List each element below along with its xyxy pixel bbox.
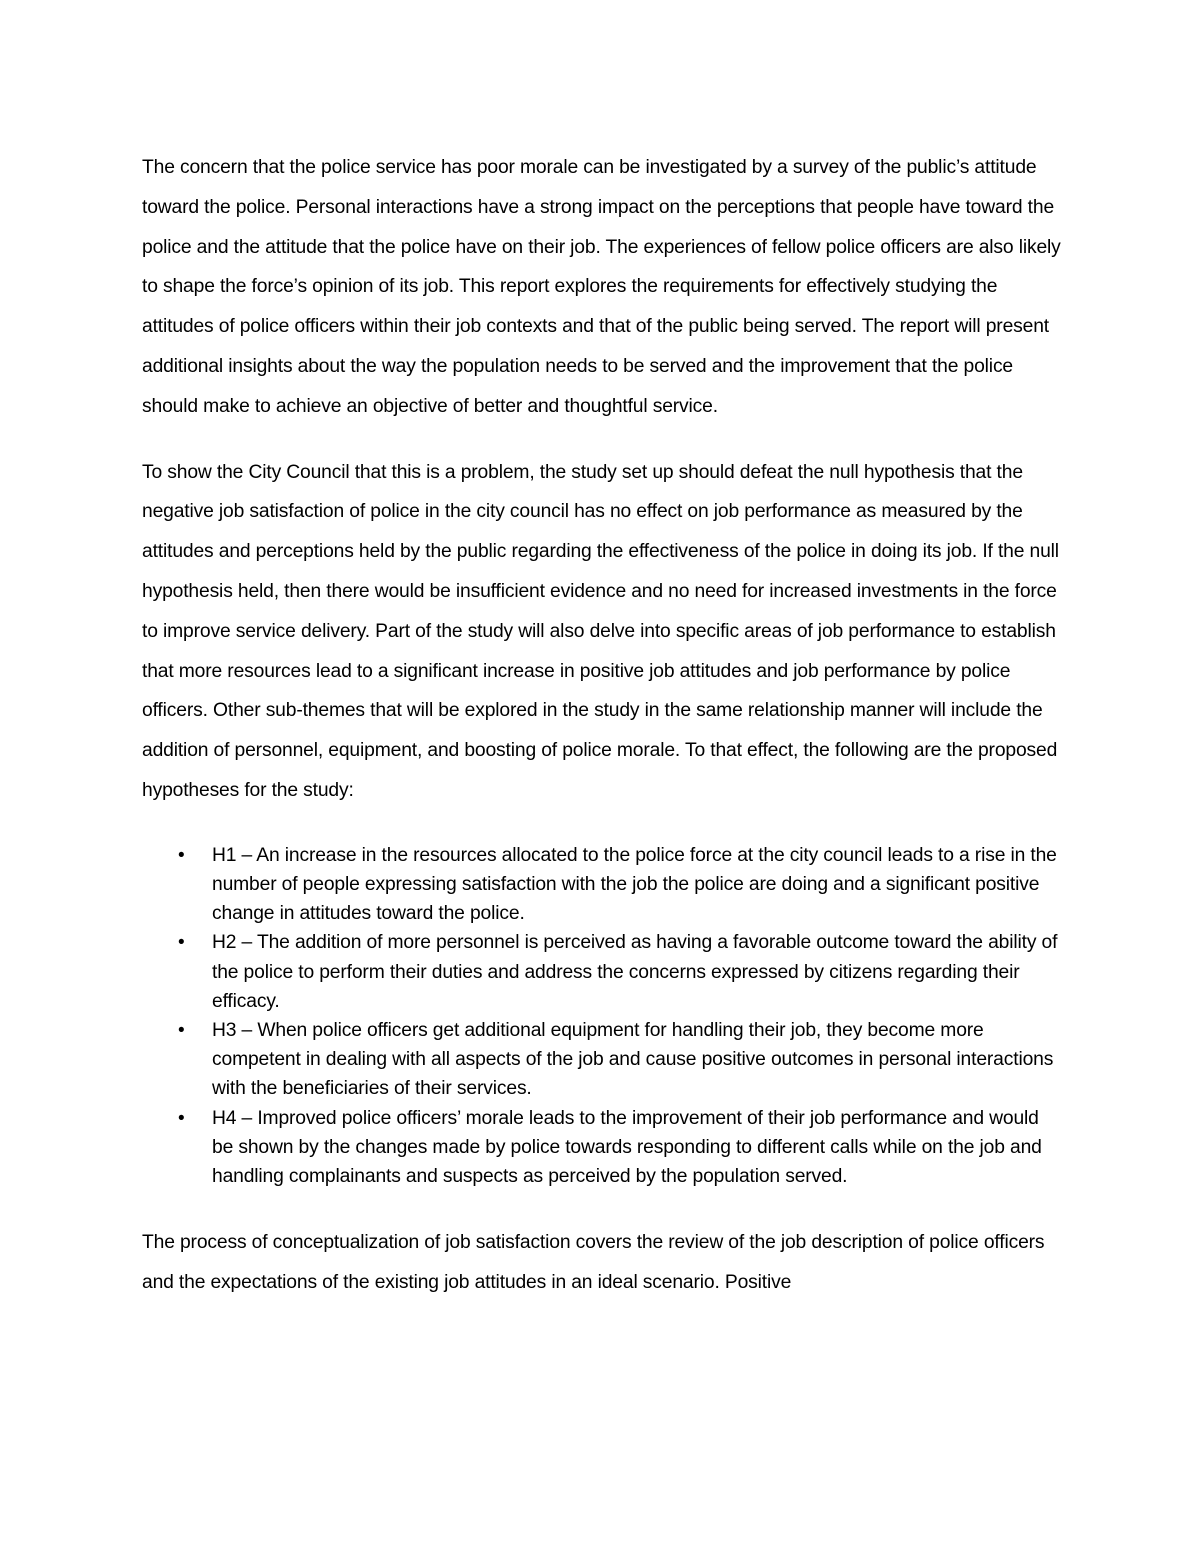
paragraph-null-hypothesis: To show the City Council that this is a problem, the study set up should defeat the null hypothesis that the negative job satisfaction of police in the city council has no effect on job performance as measured by the attitudes and perceptions held by the public regarding the effectiveness of the police in doing its job. If the null hypothesis held, then there would be insufficient evidence and no need for increased investments in the force to improve service delivery. Part of the study will also delve into specific areas of job performance to establish that more resources lead to a significant increase in positive job attitudes and job performance by police officers. Other sub-themes that will be explored in the study in the same relationship manner will include the addition of personnel, equipment, and boosting of police morale. To that effect, the following are the proposed hypotheses for the study: xyxy=(142,461,1059,801)
hypothesis-text: H3 – When police officers get additional equipment for handling their job, they become more competent in dealing with all aspects of the job and cause positive outcomes in personal interactions with the beneficiaries of their services. xyxy=(212,1019,1054,1100)
bullet-icon: • xyxy=(178,1019,185,1041)
paragraph-conceptualization: The process of conceptualization of job satisfaction covers the review of the job description of police officers and the expectations of the existing job attitudes in an ideal scenario. Positive xyxy=(142,1232,1045,1293)
hypothesis-text: H4 – Improved police officers’ morale leads to the improvement of their job performance and would be shown by the changes made by police towards responding to different calls while on the job and handling complainants and suspects as perceived by the population served. xyxy=(212,1107,1042,1187)
bullet-icon: • xyxy=(178,932,185,954)
bullet-icon: • xyxy=(178,844,185,866)
hypothesis-h3 xyxy=(142,1016,1062,1104)
hypothesis-h4 xyxy=(142,1104,1062,1192)
hypothesis-text: H2 – The addition of more personnel is perceived as having a favorable outcome toward the ability of the police to perform their duties and address the concerns expressed by citizens regarding their efficacy. xyxy=(212,932,1058,1012)
paragraph-spacer xyxy=(142,811,1062,841)
paragraph-intro: The concern that the police service has poor morale can be investigated by a survey of the public’s attitude toward the police. Personal interactions have a strong impact on the perceptions that people have toward the police and the attitude that the police have on their job. The experiences of fellow police officers are also likely to shape the force’s opinion of its job. This report explores the requirements for effectively studying the attitudes of police officers within their job contexts and that of the public being served. The report will present additional insights about the way the population needs to be served and the improvement that the police should make to achieve an objective of better and thoughtful service. xyxy=(142,157,1061,417)
hypotheses-list xyxy=(142,841,1062,1191)
hypothesis-text: H1 – An increase in the resources allocated to the police force at the city council leads to a rise in the number of people expressing satisfaction with the job the police are doing and a significant positive change in attitudes toward the police. xyxy=(212,844,1057,925)
document-body xyxy=(142,148,1062,1303)
hypothesis-h1 xyxy=(142,841,1062,929)
paragraph-spacer xyxy=(142,427,1062,453)
hypothesis-h2 xyxy=(142,928,1062,1016)
paragraph-spacer xyxy=(142,1191,1062,1223)
bullet-icon: • xyxy=(178,1107,185,1129)
